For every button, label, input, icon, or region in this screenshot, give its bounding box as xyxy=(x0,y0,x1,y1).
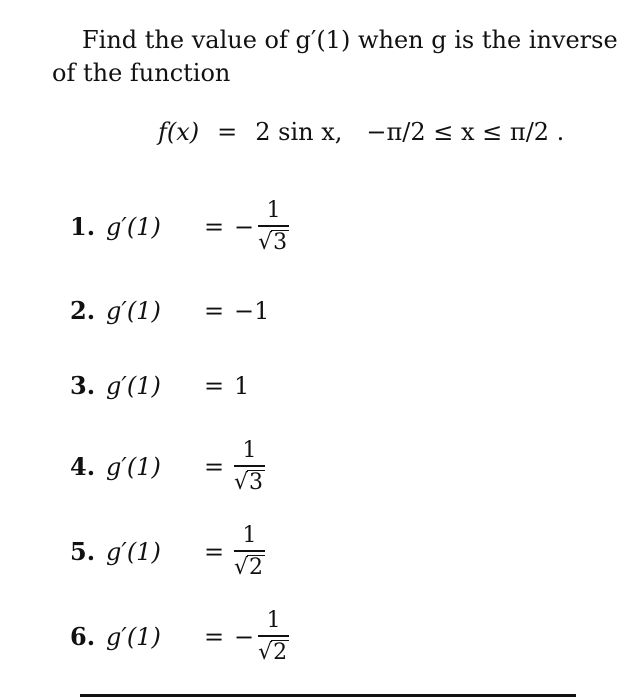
minus-sign: − xyxy=(234,622,255,651)
fraction-numerator: 1 xyxy=(242,523,257,548)
function-equals: = xyxy=(217,118,238,146)
question-line-1: Find the value of g′(1) when g is the inverse xyxy=(82,26,618,54)
choice-lhs: g′(1) xyxy=(106,452,161,481)
radical-sign: √ xyxy=(234,554,249,580)
answer-choice-2[interactable] xyxy=(70,296,269,325)
question-text xyxy=(52,24,618,90)
choice-number: 3. xyxy=(70,371,96,400)
radical-sign: √ xyxy=(258,639,273,665)
fraction-denominator xyxy=(234,552,265,579)
choice-equals: = xyxy=(203,537,225,566)
fraction-denominator xyxy=(258,227,289,254)
question-line-2: of the function xyxy=(52,59,231,87)
answer-choice-4[interactable] xyxy=(70,440,265,494)
radicand: 3 xyxy=(249,469,264,495)
fraction-numerator: 1 xyxy=(266,608,281,633)
choice-equals: = xyxy=(203,212,225,241)
bottom-divider xyxy=(80,694,576,697)
choice-number: 4. xyxy=(70,452,96,482)
choice-number: 6. xyxy=(70,622,96,652)
answer-choice-1[interactable] xyxy=(70,200,289,254)
choice-equals: = xyxy=(203,296,225,325)
choice-value: 1 xyxy=(234,371,250,400)
choice-lhs: g′(1) xyxy=(106,537,161,566)
radicand: 2 xyxy=(273,639,288,665)
fraction-numerator: 1 xyxy=(242,438,257,463)
function-definition xyxy=(158,118,564,146)
choice-lhs: g′(1) xyxy=(106,296,161,325)
answer-choice-5[interactable] xyxy=(70,525,265,579)
answer-choice-6[interactable] xyxy=(70,610,289,664)
function-domain: −π/2 ≤ x ≤ π/2 . xyxy=(366,118,565,146)
answer-choice-3[interactable] xyxy=(70,371,249,400)
choice-number: 5. xyxy=(70,537,96,567)
choice-value xyxy=(234,525,265,579)
fraction-denominator xyxy=(258,637,289,664)
function-rhs: 2 sin x, xyxy=(255,118,343,146)
choice-lhs: g′(1) xyxy=(106,371,161,400)
radicand: 2 xyxy=(249,554,264,580)
choice-equals: = xyxy=(203,622,225,651)
choice-value xyxy=(234,440,265,494)
fraction xyxy=(234,440,265,494)
choice-equals: = xyxy=(203,371,225,400)
minus-sign: − xyxy=(234,212,255,241)
choice-lhs: g′(1) xyxy=(106,622,161,651)
choice-number: 2. xyxy=(70,296,96,325)
choice-value xyxy=(234,200,289,254)
radical-sign: √ xyxy=(234,469,249,495)
fraction xyxy=(234,525,265,579)
choice-equals: = xyxy=(203,452,225,481)
fraction-numerator: 1 xyxy=(266,198,281,223)
choice-number: 1. xyxy=(70,212,96,242)
fraction xyxy=(258,610,289,664)
radicand: 3 xyxy=(273,229,288,255)
choice-value xyxy=(234,610,289,664)
choice-lhs: g′(1) xyxy=(106,212,161,241)
function-lhs: f(x) xyxy=(158,118,200,146)
radical-sign: √ xyxy=(258,229,273,255)
fraction-denominator xyxy=(234,467,265,494)
fraction xyxy=(258,200,289,254)
choice-value: −1 xyxy=(234,296,270,325)
